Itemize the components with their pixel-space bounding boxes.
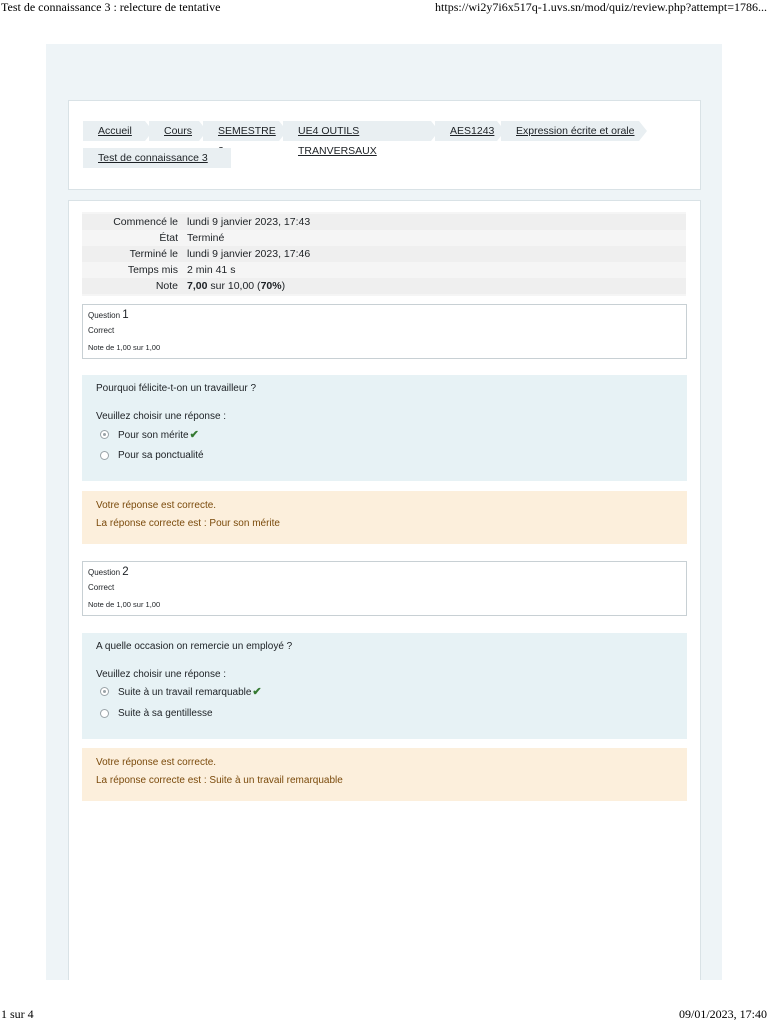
question-grade: Note de 1,00 sur 1,00 [88, 343, 161, 352]
grade-mid: sur 10,00 ( [210, 280, 261, 292]
summary-row-time [82, 262, 686, 278]
print-page-number: 1 sur 4 [1, 1007, 34, 1021]
breadcrumb-item-semestre[interactable]: SEMESTRE [203, 121, 279, 141]
question-number [88, 309, 129, 321]
question-label: Question [88, 568, 121, 577]
question-num: 2 [122, 566, 129, 578]
check-icon: ✔ [252, 686, 262, 698]
answer-option-label: Pour son mérite✔ [118, 429, 199, 441]
summary-label: Terminé le [129, 248, 178, 260]
breadcrumb-card [68, 100, 701, 190]
print-url: https://wi2y7i6x517q-1.uvs.sn/mod/quiz/review.php?attempt=1786... [435, 0, 767, 14]
question-grade: Note de 1,00 sur 1,00 [88, 600, 161, 609]
feedback-box-1 [82, 491, 687, 544]
radio-icon[interactable] [100, 451, 109, 460]
correct-answer-text: La réponse correcte est : Suite à un travail remarquable [96, 775, 343, 786]
summary-row-started [82, 214, 686, 230]
feedback-box-2 [82, 748, 687, 801]
summary-label: Note [155, 280, 178, 292]
summary-value: lundi 9 janvier 2023, 17:46 [187, 248, 311, 260]
print-title: Test de connaissance 3 : relecture de tentative [1, 0, 221, 14]
attempt-summary [82, 212, 686, 296]
question-num: 1 [122, 309, 129, 321]
grade-end: ) [281, 280, 286, 292]
question-text: A quelle occasion on remercie un employé ? [96, 641, 293, 652]
summary-row-state [82, 230, 686, 246]
grade-percent: 70% [260, 280, 282, 292]
feedback-text: Votre réponse est correcte. [96, 500, 217, 511]
summary-value: 2 min 41 s [187, 264, 236, 276]
breadcrumb-item-expression[interactable]: Expression écrite et orale [501, 121, 639, 141]
question-info-1 [82, 304, 687, 359]
correct-answer-text: La réponse correcte est : Pour son mérite [96, 518, 280, 529]
answer-option-label: Suite à sa gentillesse [118, 708, 213, 719]
question-state: Correct [88, 326, 115, 335]
summary-label: Commencé le [113, 216, 178, 228]
summary-value: lundi 9 janvier 2023, 17:43 [187, 216, 311, 228]
question-number [88, 566, 129, 578]
print-footer [0, 1008, 768, 1024]
answer-option-label: Suite à un travail remarquable✔ [118, 686, 262, 698]
check-icon: ✔ [189, 429, 199, 441]
question-state: Correct [88, 583, 115, 592]
grade-score: 7,00 [187, 280, 208, 292]
radio-icon[interactable] [100, 687, 109, 696]
feedback-text: Votre réponse est correcte. [96, 757, 217, 768]
summary-row-grade [82, 278, 686, 294]
answer-option-label: Pour sa ponctualité [118, 450, 204, 461]
summary-label: État [159, 232, 178, 244]
print-header [0, 0, 768, 16]
question-info-2 [82, 561, 687, 616]
question-text: Pourquoi félicite-t-on un travailleur ? [96, 383, 257, 394]
summary-label: Temps mis [127, 264, 178, 276]
question-content-2 [82, 633, 687, 739]
radio-icon[interactable] [100, 430, 109, 439]
question-label: Question [88, 311, 121, 320]
summary-row-finished [82, 246, 686, 262]
question-content-1 [82, 375, 687, 481]
answer-prompt: Veuillez choisir une réponse : [96, 411, 227, 422]
breadcrumb-item-ue4[interactable]: UE4 OUTILS TRANVERSAUX [283, 121, 431, 141]
print-datetime: 09/01/2023, 17:40 [678, 1007, 767, 1021]
breadcrumb-item-accueil[interactable]: Accueil [83, 121, 145, 141]
breadcrumb-item-cours[interactable]: Cours [149, 121, 199, 141]
breadcrumb-item-aes1243[interactable]: AES1243 [435, 121, 497, 141]
breadcrumb-item-test[interactable]: Test de connaissance 3 [83, 148, 231, 168]
summary-grade-value [187, 278, 285, 294]
radio-icon[interactable] [100, 709, 109, 718]
summary-value: Terminé [187, 232, 225, 244]
answer-prompt: Veuillez choisir une réponse : [96, 669, 227, 680]
